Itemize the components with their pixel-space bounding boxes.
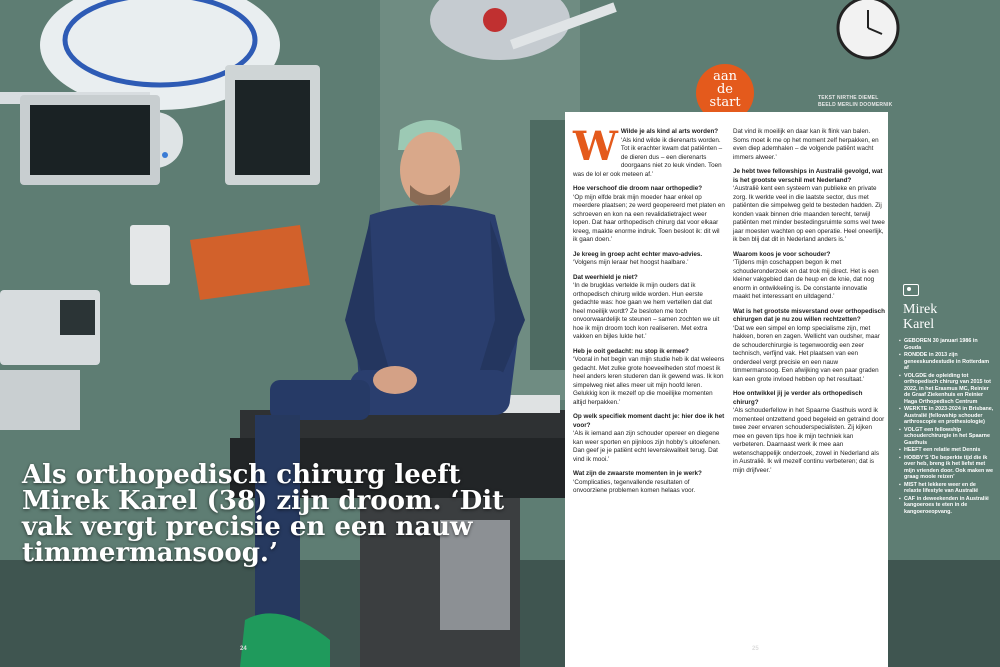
interview-answer: ‘Op mijn elfde brak mijn moeder haar enkel op meerdere plaatsen; ze werd geopereerd met platen en schroeven en kon na een revalidatietraject weer lopen. Dat haar orthopedisch chirurg dat voor elkaar kreeg, maakte enorme indruk. Toen besloot ik: dit wil ik gaan doen.’ [573, 193, 725, 243]
profile-card-icon [903, 284, 919, 296]
page-number-right: 25 [752, 646, 759, 652]
profile-fact: ▪ CAF in deweekenden in Australië kangoeroes te eten in de kangoeroeopvang. [899, 496, 994, 516]
interview-answer: ‘Tijdens mijn coschappen begon ik met schouderonderzoek en dat trok mij direct. Het is een kleiner vakgebied dan de heup en de knie, dat nog enorm in ontwikkeling is. De constante innovatie maakt het interessant en uitdagend.’ [733, 259, 879, 300]
drop-cap: W [573, 123, 618, 170]
article-column-1 [573, 123, 725, 496]
page-number-left: 24 [240, 646, 247, 652]
interview-question: Dat weerhield je niet? [573, 273, 638, 281]
badge-line-1: aan [713, 69, 737, 84]
badge-line-3: start [709, 95, 741, 110]
profile-fact: ▪ HEEFT een relatie met Dennis [899, 447, 994, 454]
profile-fact: ▪ WERKTE in 2023-2024 in Brisbane, Australië (fellowship schouder arthroscopie en prothesiologie) [899, 406, 994, 426]
profile-fact: ▪ HOBBY’S ‘De beperkte tijd die ik over heb, breng ik het liefst met mijn vrienden door. Ook maken we graag mooie reizen’ [899, 455, 994, 481]
headline: Als orthopedisch chirurg leeft Mirek Karel (38) zijn droom. ‘Dit vak vergt precisie en een nauw timmermansoog.’ [22, 460, 505, 568]
profile-sidebar [899, 284, 994, 516]
interview-answer: ‘Vooral in het begin van mijn studie heb ik dat weleens gedacht. Met zulke grote hoeveelheden stof moest ik heel anders leren studeren dan ik gewend was. Ik kon simpelweg niet alles meer uit mijn hoofd leren. Gelukkig kon ik mezelf op die moeilijke momenten altijd herpakken.’ [573, 356, 725, 406]
interview-question: Je kreeg in groep acht echter mavo-advies. [573, 250, 703, 258]
badge-line-2: de [716, 82, 733, 97]
credit-text: TEKST NIRTHE DIEMEL [818, 95, 879, 101]
interview-answer: Dat vind ik moeilijk en daar kan ik flink van balen. Soms moet ik me op het moment zelf herpakken, en even diep ademhalen – de volgende patiënt wacht immers alweer.’ [733, 128, 879, 161]
profile-first-name: Mirek [903, 302, 938, 317]
profile-fact: ▪ VOLGT een fellowship schouderchirurgie in het Spaarne Gasthuis [899, 427, 994, 447]
interview-question: Waarom koos je voor schouder? [733, 250, 831, 258]
interview-answer: ‘In de brugklas vertelde ik mijn ouders dat ik orthopedisch chirurg wilde worden. Hun eerste gedachte was: hoe gaan we hem vertellen dat dat heel moeilijk wordt? Ze besloten me toch onvoorwaardelijk te steunen – samen zochten we uit hoe ik mijn droom toch kon realiseren. Met extra vakken en bijles lukte het.’ [573, 282, 720, 340]
credit-photo: BEELD MERLIN DOOMERNIK [818, 102, 893, 108]
profile-name [903, 302, 994, 332]
interview-question: Op welk specifiek moment dacht je: hier doe ik het voor? [573, 413, 725, 429]
interview-question: Je hebt twee fellowships in Australië gevolgd, wat is het grootste verschil met Nederland? [733, 168, 883, 184]
interview-question: Heb je ooit gedacht: nu stop ik ermee? [573, 347, 689, 355]
article-column-2 [733, 128, 885, 475]
profile-fact: ▪ RONDDE in 2013 zijn geneeskundestudie in Rotterdam af [899, 352, 994, 372]
profile-facts [899, 338, 994, 515]
interview-answer: ‘Dat we een simpel en lomp specialisme zijn, met hakken, boren en zagen. Wellicht van oudsher, maar de schouderchirurgie is tegenwoordig een zeer technisch, verfijnd vak. Het plaatsen van een onderdeel vergt precisie en een nauw timmermansoog. Een afwijking van een paar graden kan een grote invloed hebben op het resultaat.’ [733, 324, 880, 383]
interview-answer: ‘Als ik iemand aan zijn schouder opereer en diegene kan weer sporten en pijnloos zijn hobby’s uitoefenen. Dan geef je je patiënt echt levenskwaliteit terug. Dat vind ik mooi.’ [573, 430, 721, 463]
profile-fact: ▪ VOLGDE de opleiding tot orthopedisch chirurg van 2015 tot 2022, in het Erasmus MC, Reinier de Graaf Ziekenhuis en Reinier Haga Orthopedisch Centrum [899, 373, 994, 406]
photo-credit [818, 95, 892, 109]
interview-question: Hoe verschoof die droom naar orthopedie? [573, 185, 703, 192]
interview-answer: ‘Complicaties, tegenvallende resultaten of onvoorziene problemen komen helaas voor. [573, 478, 696, 494]
interview-question: Wat is het grootste misverstand over orthopedisch chirurgen dat je nu zou willen rechtzetten? [733, 307, 885, 323]
interview-question: Wat zijn de zwaarste momenten in je werk? [573, 470, 702, 477]
profile-fact: ▪ MIST het lekkere weer en de relaxte lifestyle van Australië [899, 482, 994, 495]
interview-question: Hoe ontwikkel jij je verder als orthopedisch chirurg? [733, 390, 863, 406]
interview-answer: ‘Volgens mijn leraar het hoogst haalbare.’ [573, 259, 689, 266]
profile-last-name: Karel [903, 317, 935, 332]
interview-article [565, 112, 888, 667]
profile-fact: ▪ GEBOREN 30 januari 1986 in Gouda [899, 338, 994, 351]
interview-answer: ‘Australië kent een systeem van publieke en private zorg. Ik werkte veel in die laatste sector, dus met patiënten die simpelweg geld te besteden hadden. Zij konden vaak binnen drie maanden terecht, terwijl patiënten met minder bestedingsruimte soms wel twee jaar moesten wachten op een operatie. Heel oneerlijk, ik ben blij dat dit in Nederland anders is.’ [733, 185, 885, 243]
intro-answer: ‘Als kind wilde ik dierenarts worden. Tot ik erachter kwam dat patiënten – de dieren dus – een dierenarts doorgaans niet zo leuk vinden. Toen was de lol er ook meteen af.’ [573, 136, 723, 178]
intro-question: Wilde je als kind al arts worden? [620, 128, 719, 135]
interview-answer: ‘Als schouderfellow in het Spaarne Gasthuis word ik momenteel ontzettend goed begeleid en getraind door twee zeer ervaren schouderspecialisten. Zij kijken mee en geven tips hoe ik mijn techniek kan verbeteren. Daarnaast werk ik mee aan wetenschappelijk onderzoek, zowel in Nederland als in Australië. Ik wil mezelf continu verbeteren; dat is mijn drijfveer.’ [733, 407, 885, 474]
